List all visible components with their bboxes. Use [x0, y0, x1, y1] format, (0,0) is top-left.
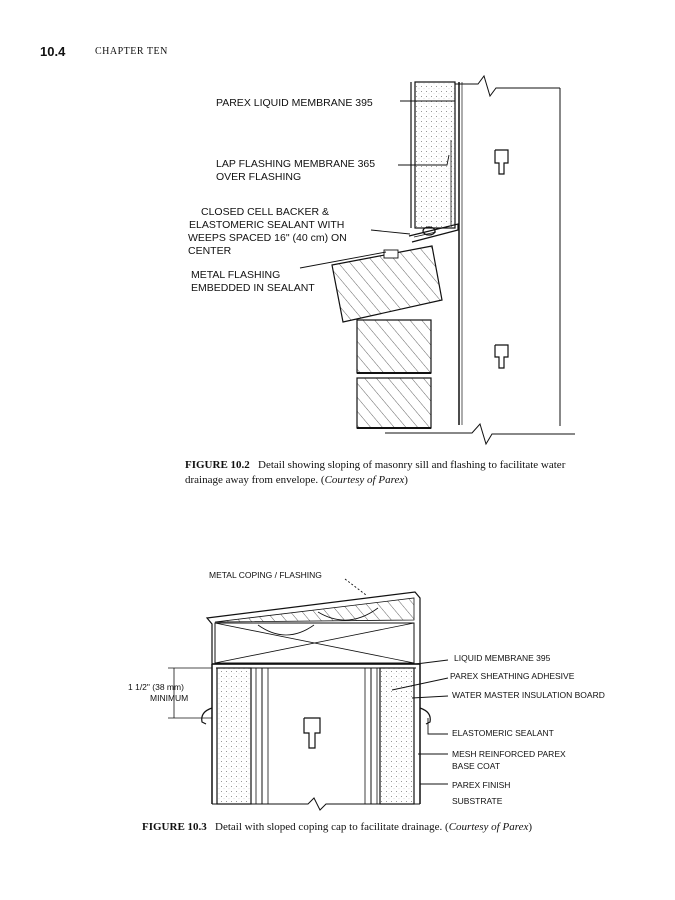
label-insulation-board: WATER MASTER INSULATION BOARD: [452, 690, 605, 700]
label-mesh-base-coat-2: BASE COAT: [452, 761, 501, 771]
brick: [357, 320, 431, 373]
label-min-dimension-2: MINIMUM: [150, 693, 189, 703]
figure-10-2-caption: [185, 458, 595, 488]
label-lap-flashing-1: LAP FLASHING MEMBRANE 365: [216, 158, 376, 170]
label-elastomeric-sealant: ELASTOMERIC SEALANT: [452, 728, 554, 738]
caption-credit: Courtesy of Parex: [448, 821, 529, 833]
brick: [357, 378, 431, 428]
caption-number: FIGURE 10.2: [185, 459, 250, 471]
label-mesh-base-coat-1: MESH REINFORCED PAREX: [452, 749, 566, 759]
label-parex-liquid-membrane: PAREX LIQUID MEMBRANE 395: [216, 97, 373, 109]
label-lap-flashing-2: OVER FLASHING: [216, 171, 302, 183]
label-backer-3: WEEPS SPACED 16" (40 cm) ON: [188, 232, 347, 244]
figure-10-3-caption: [142, 820, 612, 835]
sealant-right: [420, 708, 430, 724]
caption-text: Detail showing sloping of masonry sill and flashing to facilitate water drainage away from envelope. (: [185, 459, 566, 486]
label-substrate: SUBSTRATE: [452, 796, 503, 806]
label-sheathing-adhesive: PAREX SHEATHING ADHESIVE: [450, 671, 575, 681]
label-metal-flashing-2: EMBEDDED IN SEALANT: [191, 282, 315, 294]
label-metal-coping: METAL COPING / FLASHING: [209, 570, 322, 580]
caption-close: ): [528, 821, 533, 833]
label-parex-finish: PAREX FINISH: [452, 780, 511, 790]
keyhole-icon: [495, 150, 508, 174]
figure-10-3-drawing: [168, 579, 448, 810]
label-min-dimension-1: 1 1/2" (38 mm): [128, 682, 184, 692]
label-backer-2: ELASTOMERIC SEALANT WITH: [189, 219, 345, 231]
caption-number: FIGURE 10.3: [142, 821, 207, 833]
label-backer-4: CENTER: [188, 245, 232, 257]
caption-close: ): [404, 474, 408, 486]
keyhole-icon: [304, 718, 320, 748]
label-backer-1: CLOSED CELL BACKER &: [201, 206, 329, 218]
label-metal-flashing-1: METAL FLASHING: [191, 269, 281, 281]
insulation-board-right: [380, 668, 414, 804]
sealant-left: [202, 708, 212, 724]
page-number: 10.4: [40, 44, 66, 59]
brick-sill: [332, 246, 442, 322]
keyhole-icon: [495, 345, 508, 368]
figure-10-2-drawing: [300, 76, 575, 444]
caption-text: Detail with sloped coping cap to facilitate drainage. (: [215, 821, 449, 833]
label-liquid-membrane: LIQUID MEMBRANE 395: [454, 653, 551, 663]
insulation-board-left: [217, 668, 251, 804]
caption-credit: Courtesy of Parex: [324, 474, 405, 486]
chapter-title: CHAPTER TEN: [95, 46, 168, 57]
